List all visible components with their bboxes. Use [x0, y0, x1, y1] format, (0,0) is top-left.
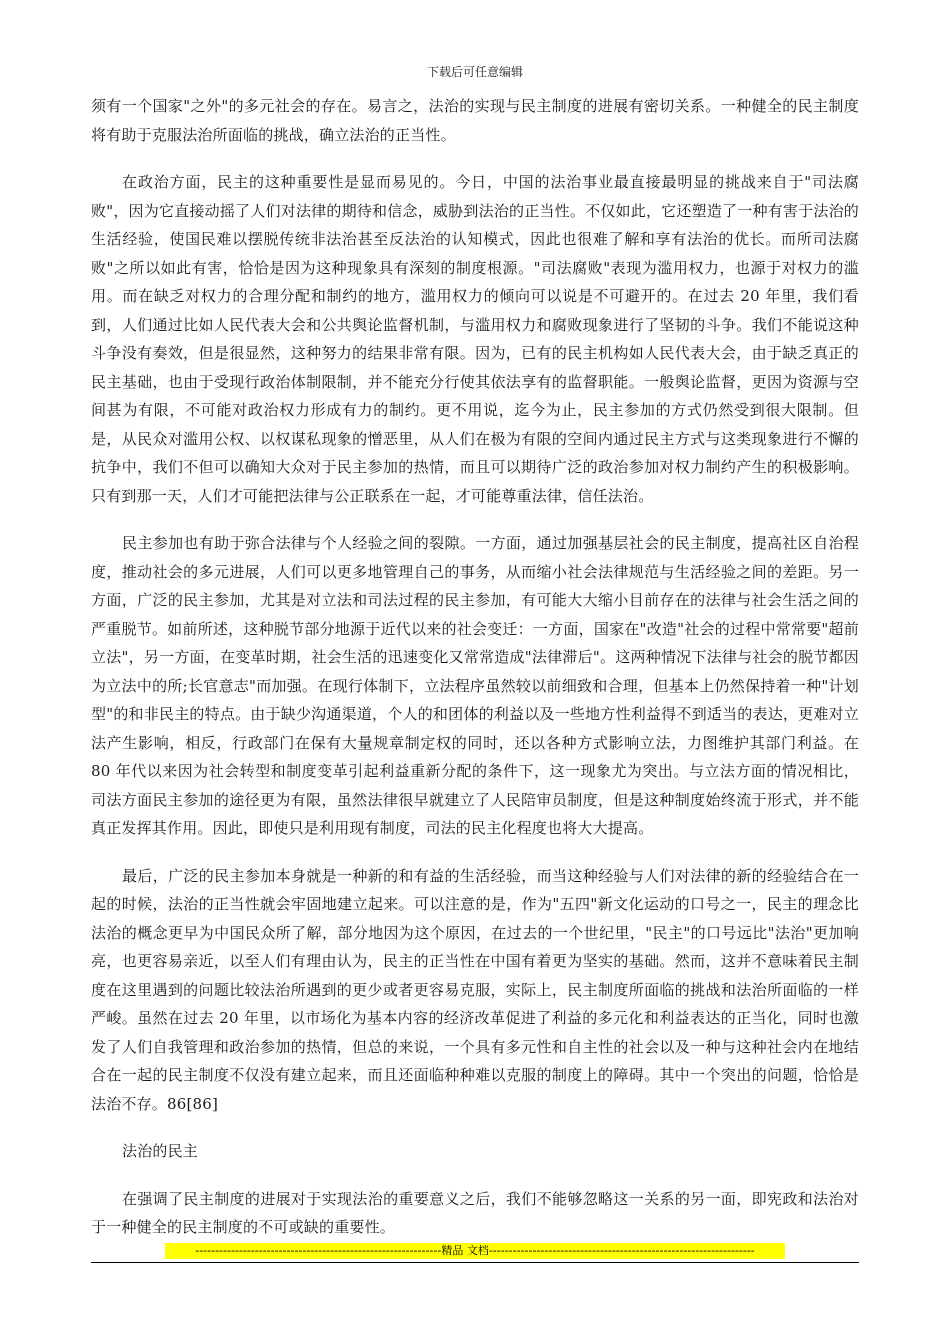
document-body — [91, 92, 859, 1261]
paragraph-continuation: 须有一个国家"之外"的多元社会的存在。易言之，法治的实现与民主制度的进展有密切关系。一种健全的民主制度将有助于克服法治所面临的挑战，确立法治的正当性。 — [91, 97, 859, 144]
paragraph-political-importance: 在政治方面，民主的这种重要性是显而易见的。今日，中国的法治事业最直接最明显的挑战来自于"司法腐败"，因为它直接动摇了人们对法律的期待和信念，威胁到法治的正当性。不仅如此，它还塑造了一种有害于法治的生活经验，使国民难以摆脱传统非法治甚至反法治的认知模式，因此也很难了解和享有法治的优长。而所司法腐败"之所以如此有害，恰恰是因为这种现象具有深刻的制度根源。"司法腐败"表现为滥用权力，也源于对权力的滥用。而在缺乏对权力的合理分配和制约的地方，滥用权力的倾向可以说是不可避开的。在过去 20 年里，我们看到，人们通过比如人民代表大会和公共舆论监督机制，与滥用权力和腐败现象进行了坚韧的斗争。我们不能说这种斗争没有奏效，但是很显然，这种努力的结果非常有限。因为，已有的民主机构如人民代表大会，由于缺乏真正的民主基础，也由于受现行政治体制限制，并不能充分行使其依法享有的监督职能。一般舆论监督，更因为资源与空间甚为有限，不可能对政治权力形成有力的制约。更不用说，迄今为止，民主参加的方式仍然受到很大限制。但是，从民众对滥用公权、以权谋私现象的憎恶里，从人们在极为有限的空间内通过民主方式与这类现象进行不懈的抗争中，我们不但可以确知大众对于民主参加的热情，而且可以期待广泛的政治参加对权力制约产生的积极影响。只有到那一天，人们才可能把法律与公正联系在一起，才可能尊重法律，信任法治。 — [91, 173, 859, 505]
footer-divider — [91, 1262, 859, 1263]
section-heading: 法治的民主 — [122, 1142, 199, 1160]
paragraph-new-life-experience: 最后，广泛的民主参加本身就是一种新的和有益的生活经验，而当这种经验与人们对法律的新的经验结合在一起的时候，法治的正当性就会牢固地建立起来。可以注意的是，作为"五四"新文化运动的口号之一，民主的理念比法治的概念更早为中国民众所了解，部分地因为这个原因，在过去的一个世纪里，"民主"的口号远比"法治"更加响亮，也更容易亲近，以至人们有理由认为，民主的正当性在中国有着更为坚实的基础。然而，这并不意味着民主制度在这里遇到的问题比较法治所遇到的更少或者更容易克服，实际上，民主制度所面临的挑战和法治所面临的一样严峻。虽然在过去 20 年里，以市场化为基本内容的经济改革促进了利益的多元化和利益表达的正当化，同时也激发了人们自我管理和政治参加的热情，但总的来说，一个具有多元性和自主性的社会以及一种与这种社会内在地结合在一起的民主制度不仅没有建立起来，而且还面临种种难以克服的制度上的障碍。其中一个突出的问题，恰恰是法治不存。86[86] — [91, 866, 859, 1113]
paragraph-closing: 在强调了民主制度的进展对于实现法治的重要意义之后，我们不能够忽略这一关系的另一面，即宪政和法治对于一种健全的民主制度的不可或缺的重要性。 — [91, 1189, 859, 1236]
header-note: 下载后可任意编辑 — [426, 65, 523, 79]
paragraph-democratic-participation: 民主参加也有助于弥合法律与个人经验之间的裂隙。一方面，通过加强基层社会的民主制度，提高社区自治程度，推动社会的多元进展，人们可以更多地管理自己的事务，从而缩小社会法律规范与生活经验之间的差距。另一方面，广泛的民主参加，尤其是对立法和司法过程的民主参加，有可能大大缩小目前存在的法律与社会生活之间的严重脱节。如前所述，这种脱节部分地源于近代以来的社会变迁：一方面，国家在"改造"社会的过程中常常要"超前立法"，另一方面，在变革时期，社会生活的迅速变化又常常造成"法律滞后"。这两种情况下法律与社会的脱节都因为立法中的所;长官意志"而加强。在现行体制下，立法程序虽然较以前细致和合理，但基本上仍然保持着一种"计划型"的和非民主的特点。由于缺少沟通渠道，个人的和团体的利益以及一些地方性利益得不到适当的表达，更难对立法产生影响，相反，行政部门在保有大量规章制定权的同时，还以各种方式影响立法，力图维护其部门利益。在 80 年代以来因为社会转型和制度变革引起利益重新分配的条件下，这一现象尤为突出。与立法方面的情况相比，司法方面民主参加的途径更为有限，虽然法律很早就建立了人民陪审员制度，但是这种制度始终流于形式，并不能真正发挥其作用。因此，即使只是利用现有制度，司法的民主化程度也将大大提高。 — [91, 534, 859, 837]
footer-banner: --------------------------------------------------------------精品 文档------------------------------------------------------------------- — [165, 1243, 785, 1259]
